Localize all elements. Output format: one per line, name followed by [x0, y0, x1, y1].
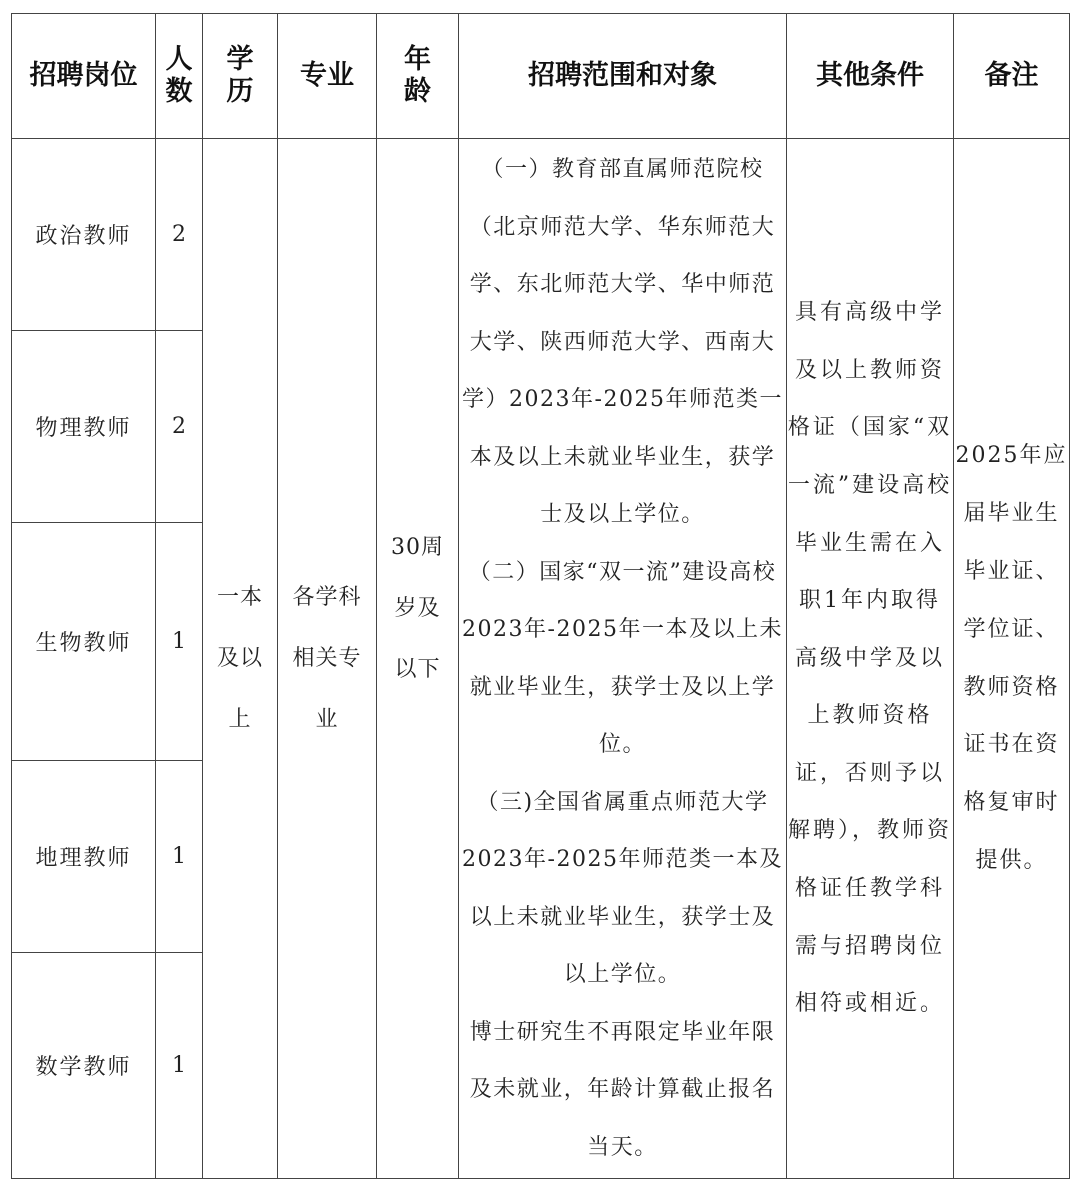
position-cell: 政治教师 — [12, 139, 156, 331]
header-other: 其他条件 — [787, 14, 954, 139]
count-cell: 2 — [156, 139, 203, 331]
count-cell: 1 — [156, 953, 203, 1179]
header-position: 招聘岗位 — [12, 14, 156, 139]
position-cell: 地理教师 — [12, 761, 156, 953]
count-cell: 1 — [156, 523, 203, 761]
header-scope: 招聘范围和对象 — [459, 14, 787, 139]
other-conditions-cell: 具有高级中学及以上教师资格证（国家“双一流”建设高校毕业生需在入职1年内取得高级中学及以上教师资格证，否则予以解聘），教师资格证任教学科需与招聘岗位相符或相近。 — [787, 139, 954, 1179]
recruitment-table — [11, 13, 1070, 1179]
education-cell: 一本及以上 — [203, 139, 278, 1179]
position-cell: 数学教师 — [12, 953, 156, 1179]
scope-paragraph-3: （三)全国省属重点师范大学2023年-2025年师范类一本及以上未就业毕业生，获学士及以上学位。 — [462, 789, 783, 987]
scope-cell — [459, 139, 787, 1179]
table-row — [12, 139, 1070, 331]
header-major: 专业 — [278, 14, 377, 139]
count-cell: 2 — [156, 331, 203, 523]
age-cell: 30周岁及以下 — [377, 139, 459, 1179]
count-cell: 1 — [156, 761, 203, 953]
header-education: 学 历 — [203, 14, 278, 139]
header-count: 人 数 — [156, 14, 203, 139]
header-remark: 备注 — [954, 14, 1070, 139]
position-cell: 物理教师 — [12, 331, 156, 523]
scope-paragraph-1: （一）教育部直属师范院校（北京师范大学、华东师范大学、东北师范大学、华中师范大学、陕西师范大学、西南大学）2023年-2025年师范类一本及以上未就业毕业生，获学士及以上学位。 — [462, 157, 783, 527]
table-header-row — [12, 14, 1070, 139]
scope-paragraph-4: 博士研究生不再限定毕业年限及未就业，年龄计算截止报名当天。 — [469, 1019, 776, 1160]
major-cell: 各学科相关专业 — [278, 139, 377, 1179]
scope-paragraph-2: （二）国家“双一流”建设高校2023年-2025年一本及以上未就业毕业生，获学士及以上学位。 — [462, 559, 783, 757]
remark-cell: 2025年应届毕业生毕业证、学位证、教师资格证书在资格复审时提供。 — [954, 139, 1070, 1179]
position-cell: 生物教师 — [12, 523, 156, 761]
header-age: 年 龄 — [377, 14, 459, 139]
